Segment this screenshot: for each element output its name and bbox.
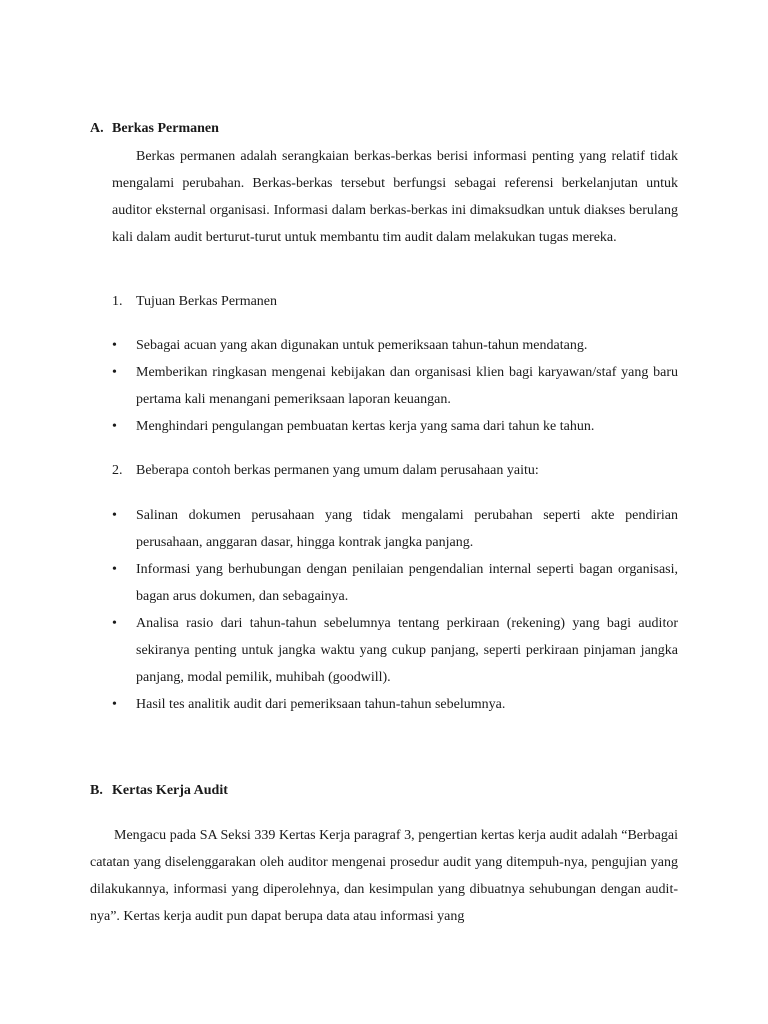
section-a-heading [90, 121, 219, 137]
item-2-title: Beberapa contoh berkas permanen yang umum dalam perusahaan yaitu: [136, 463, 539, 478]
section-b-heading [90, 783, 228, 799]
item-1-number: 1. [112, 294, 123, 309]
section-a-title: Berkas Permanen [112, 121, 219, 136]
list-item-text: Memberikan ringkasan mengenai kebijakan dan organisasi klien bagi karyawan/staf yang baru pertama kali menangani pemeriksaan laporan keuangan. [136, 365, 678, 407]
list-item-text: Sebagai acuan yang akan digunakan untuk pemeriksaan tahun-tahun mendatang. [136, 338, 588, 353]
section-b-intro: Mengacu pada SA Seksi 339 Kertas Kerja paragraf 3, pengertian kertas kerja audit adalah “Berbagai catatan yang diselenggarakan oleh auditor mengenai prosedur audit yang ditempuh-nya, pengujian yang dilakukannya, informasi yang diperolehnya, dan kesimpulan yang dibuatnya sehubungan dengan audit-nya”. Kertas kerja audit pun dapat berupa data atau informasi yang [90, 828, 678, 924]
list-item-text: Menghindari pengulangan pembuatan kertas kerja yang sama dari tahun ke tahun. [136, 419, 595, 434]
list-item [112, 610, 678, 691]
section-a-label: A. [90, 121, 104, 136]
list-item [112, 502, 678, 556]
list-item [112, 332, 678, 359]
list-item-text: Hasil tes analitik audit dari pemeriksaan tahun-tahun sebelumnya. [136, 697, 506, 712]
list-item [112, 359, 678, 413]
item-1-heading [112, 288, 678, 315]
list-item-text: Informasi yang berhubungan dengan penilaian pengendalian internal seperti bagan organisasi, bagan arus dokumen, dan sebagainya. [136, 562, 678, 604]
list-item-text: Analisa rasio dari tahun-tahun sebelumnya tentang perkiraan (rekening) yang bagi auditor sekiranya penting untuk jangka waktu yang cukup panjang, seperti perkiraan pinjaman jangka panjang, modal pemilik, muhibah (goodwill). [136, 616, 678, 685]
bullet-icon: • [112, 697, 117, 712]
item-1-title: Tujuan Berkas Permanen [136, 294, 278, 309]
bullet-icon: • [112, 338, 117, 353]
list-item [112, 556, 678, 610]
list-item [112, 413, 678, 440]
bullet-icon: • [112, 616, 117, 631]
bullet-icon: • [112, 419, 117, 434]
section-b-title: Kertas Kerja Audit [112, 783, 228, 798]
item-2-heading [112, 457, 678, 484]
bullet-icon: • [112, 365, 117, 380]
item-2-number: 2. [112, 463, 123, 478]
bullet-icon: • [112, 562, 117, 577]
list-item [112, 691, 678, 718]
bullet-icon: • [112, 508, 117, 523]
list-item-text: Salinan dokumen perusahaan yang tidak mengalami perubahan seperti akte pendirian perusahaan, anggaran dasar, hingga kontrak jangka panjang. [136, 508, 678, 550]
section-b-label: B. [90, 783, 103, 798]
section-a-intro: Berkas permanen adalah serangkaian berkas-berkas berisi informasi penting yang relatif tidak mengalami perubahan. Berkas-berkas tersebut berfungsi sebagai referensi berkelanjutan untuk auditor eksternal organisasi. Informasi dalam berkas-berkas ini dimaksudkan untuk diakses berulang kali dalam audit berturut-turut untuk membantu tim audit dalam melakukan tugas mereka. [112, 149, 678, 245]
